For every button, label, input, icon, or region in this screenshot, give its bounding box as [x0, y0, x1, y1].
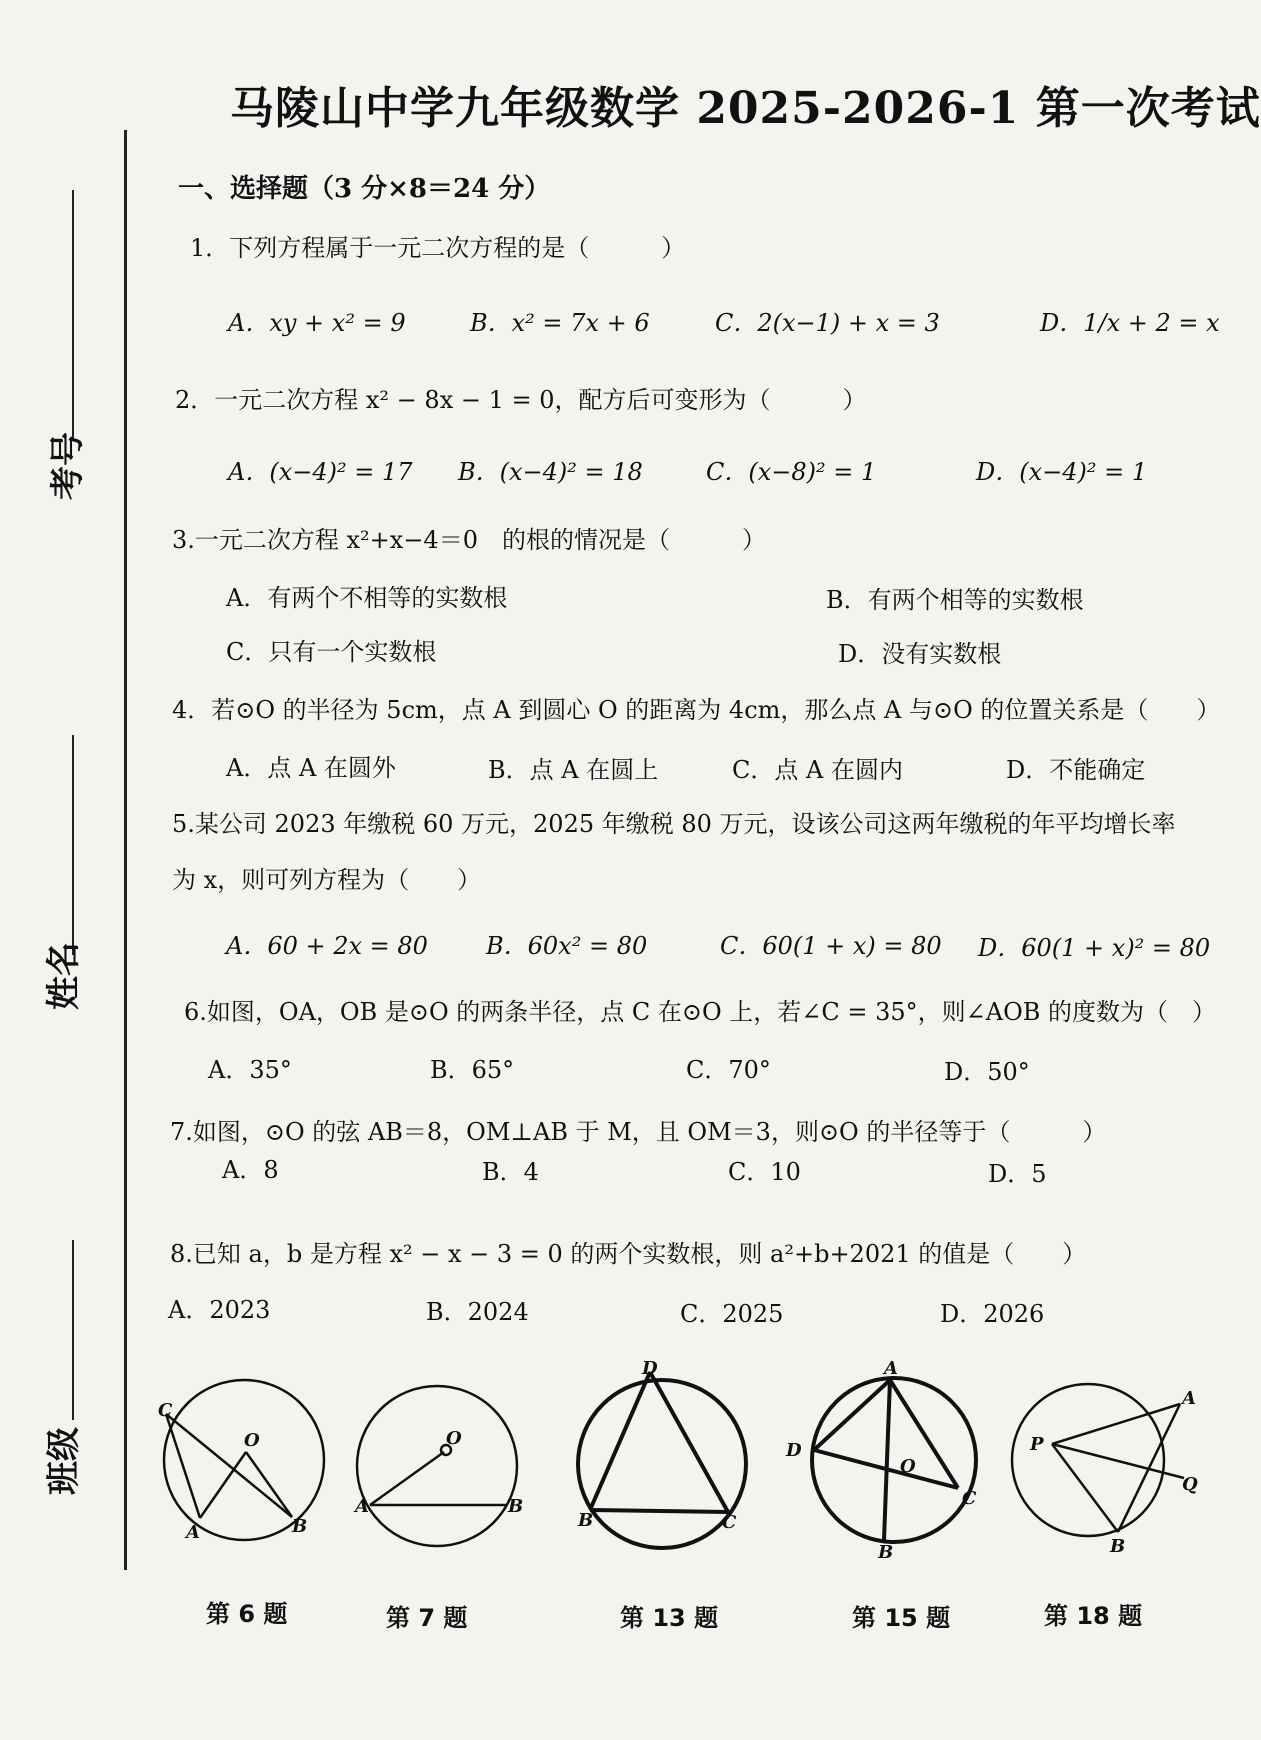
fig15-point-a: A [884, 1358, 898, 1379]
fig6-point-a: A [186, 1522, 200, 1543]
figure-18-caption: 第 18 题 [1044, 1602, 1143, 1630]
fig7-point-a: A [355, 1496, 369, 1517]
question-2-option-b: B．(x−4)² = 18 [458, 458, 643, 486]
question-2-option-d: D．(x−4)² = 1 [976, 458, 1148, 486]
question-5-option-c: C．60(1 + x) = 80 [720, 932, 942, 960]
class-label: 班级 [44, 1427, 84, 1495]
question-3-option-a: A．有两个不相等的实数根 [226, 584, 508, 612]
fig13-point-d: D [642, 1358, 658, 1379]
fig18-point-q: Q [1182, 1474, 1198, 1495]
question-1-option-b: B．x² = 7x + 6 [470, 309, 650, 337]
question-7-stem: 7.如图，⊙O 的弦 AB＝8，OM⊥AB 于 M，且 OM＝3，则⊙O 的半径等于（ ） [170, 1118, 1107, 1146]
question-5-option-b: B．60x² = 80 [486, 932, 648, 960]
question-8-option-d: D．2026 [940, 1300, 1045, 1328]
question-8-option-a: A．2023 [168, 1296, 271, 1324]
question-5-option-a: A．60 + 2x = 80 [226, 932, 428, 960]
question-4-option-b: B．点 A 在圆上 [488, 756, 659, 784]
fig18-point-p: P [1030, 1434, 1044, 1455]
question-7-option-b: B．4 [482, 1158, 539, 1186]
fig6-point-o: O [244, 1430, 260, 1451]
question-7-option-d: D．5 [988, 1160, 1047, 1188]
section-heading: 一、选择题（3 分×8＝24 分） [178, 174, 551, 204]
question-1-option-d: D．1/x + 2 = x [1040, 309, 1220, 337]
question-5-option-d: D．60(1 + x)² = 80 [978, 934, 1211, 962]
fig6-point-c: C [158, 1400, 173, 1421]
question-4-option-a: A．点 A 在圆外 [226, 754, 396, 782]
question-2-option-c: C．(x−8)² = 1 [706, 458, 877, 486]
question-2-stem: 2．一元二次方程 x² − 8x − 1 = 0，配方后可变形为（ ） [175, 386, 867, 414]
binding-line [124, 130, 127, 1570]
question-5-stem: 5.某公司 2023 年缴税 60 万元，2025 年缴税 80 万元，设该公司这两年缴税的年平均增长率 [172, 810, 1176, 838]
name-label: 姓名 [44, 942, 84, 1010]
fig13-point-c: C [722, 1512, 737, 1533]
fig13-point-b: B [578, 1510, 594, 1531]
question-4-option-d: D．不能确定 [1006, 756, 1146, 784]
question-3-option-c: C．只有一个实数根 [226, 638, 437, 666]
question-8-stem: 8.已知 a，b 是方程 x² − x − 3 = 0 的两个实数根，则 a²+b+2021 的值是（ ） [170, 1240, 1087, 1268]
question-6-option-a: A．35° [208, 1056, 292, 1084]
fig7-point-b: B [508, 1496, 524, 1517]
question-5-stem-line2: 为 x，则可列方程为（ ） [172, 866, 482, 894]
figure-18-diagram [1012, 1384, 1184, 1536]
figures-row [0, 1360, 1200, 1600]
question-8-option-c: C．2025 [680, 1300, 784, 1328]
figure-7-caption: 第 7 题 [386, 1604, 468, 1632]
question-1-option-c: C．2(x−1) + x = 3 [715, 309, 940, 337]
question-6-option-b: B．65° [430, 1056, 515, 1084]
fig15-point-o: O [900, 1456, 916, 1477]
question-1-stem: 1．下列方程属于一元二次方程的是（ ） [190, 234, 686, 262]
exam-no-label: 考号 [48, 432, 88, 500]
fig18-point-a: A [1182, 1388, 1196, 1409]
figure-6-caption: 第 6 题 [206, 1600, 288, 1628]
question-6-stem: 6.如图，OA，OB 是⊙O 的两条半径，点 C 在⊙O 上，若∠C = 35°，则∠AOB 的度数为（ ） [184, 998, 1217, 1026]
fig6-point-b: B [292, 1516, 308, 1537]
question-7-option-c: C．10 [728, 1158, 801, 1186]
question-6-option-c: C．70° [686, 1056, 771, 1084]
question-4-option-c: C．点 A 在圆内 [732, 756, 903, 784]
exam-title: 马陵山中学九年级数学 2025-2026-1 第一次考试 [230, 83, 1261, 134]
question-3-option-b: B．有两个相等的实数根 [826, 586, 1084, 614]
question-2-option-a: A．(x−4)² = 17 [228, 458, 413, 486]
figure-13-diagram [578, 1372, 746, 1548]
question-3-stem: 3.一元二次方程 x²+x−4＝0 的根的情况是（ ） [172, 526, 766, 554]
fig15-point-c: C [962, 1488, 977, 1509]
fig15-point-b: B [878, 1542, 894, 1563]
figure-15-diagram [812, 1378, 976, 1542]
figure-13-caption: 第 13 题 [620, 1604, 719, 1632]
figure-15-caption: 第 15 题 [852, 1604, 951, 1632]
question-4-stem: 4．若⊙O 的半径为 5cm，点 A 到圆心 O 的距离为 4cm，那么点 A 与⊙O 的位置关系是（ ） [172, 696, 1221, 724]
fig18-point-b: B [1110, 1536, 1126, 1557]
question-6-option-d: D．50° [944, 1058, 1030, 1086]
fig7-point-o: O [446, 1428, 462, 1449]
figure-7-diagram [357, 1386, 517, 1546]
fig15-point-d: D [786, 1440, 802, 1461]
question-1-option-a: A．xy + x² = 9 [228, 309, 406, 337]
question-7-option-a: A．8 [222, 1156, 279, 1184]
question-3-option-d: D．没有实数根 [838, 640, 1002, 668]
question-8-option-b: B．2024 [426, 1298, 529, 1326]
